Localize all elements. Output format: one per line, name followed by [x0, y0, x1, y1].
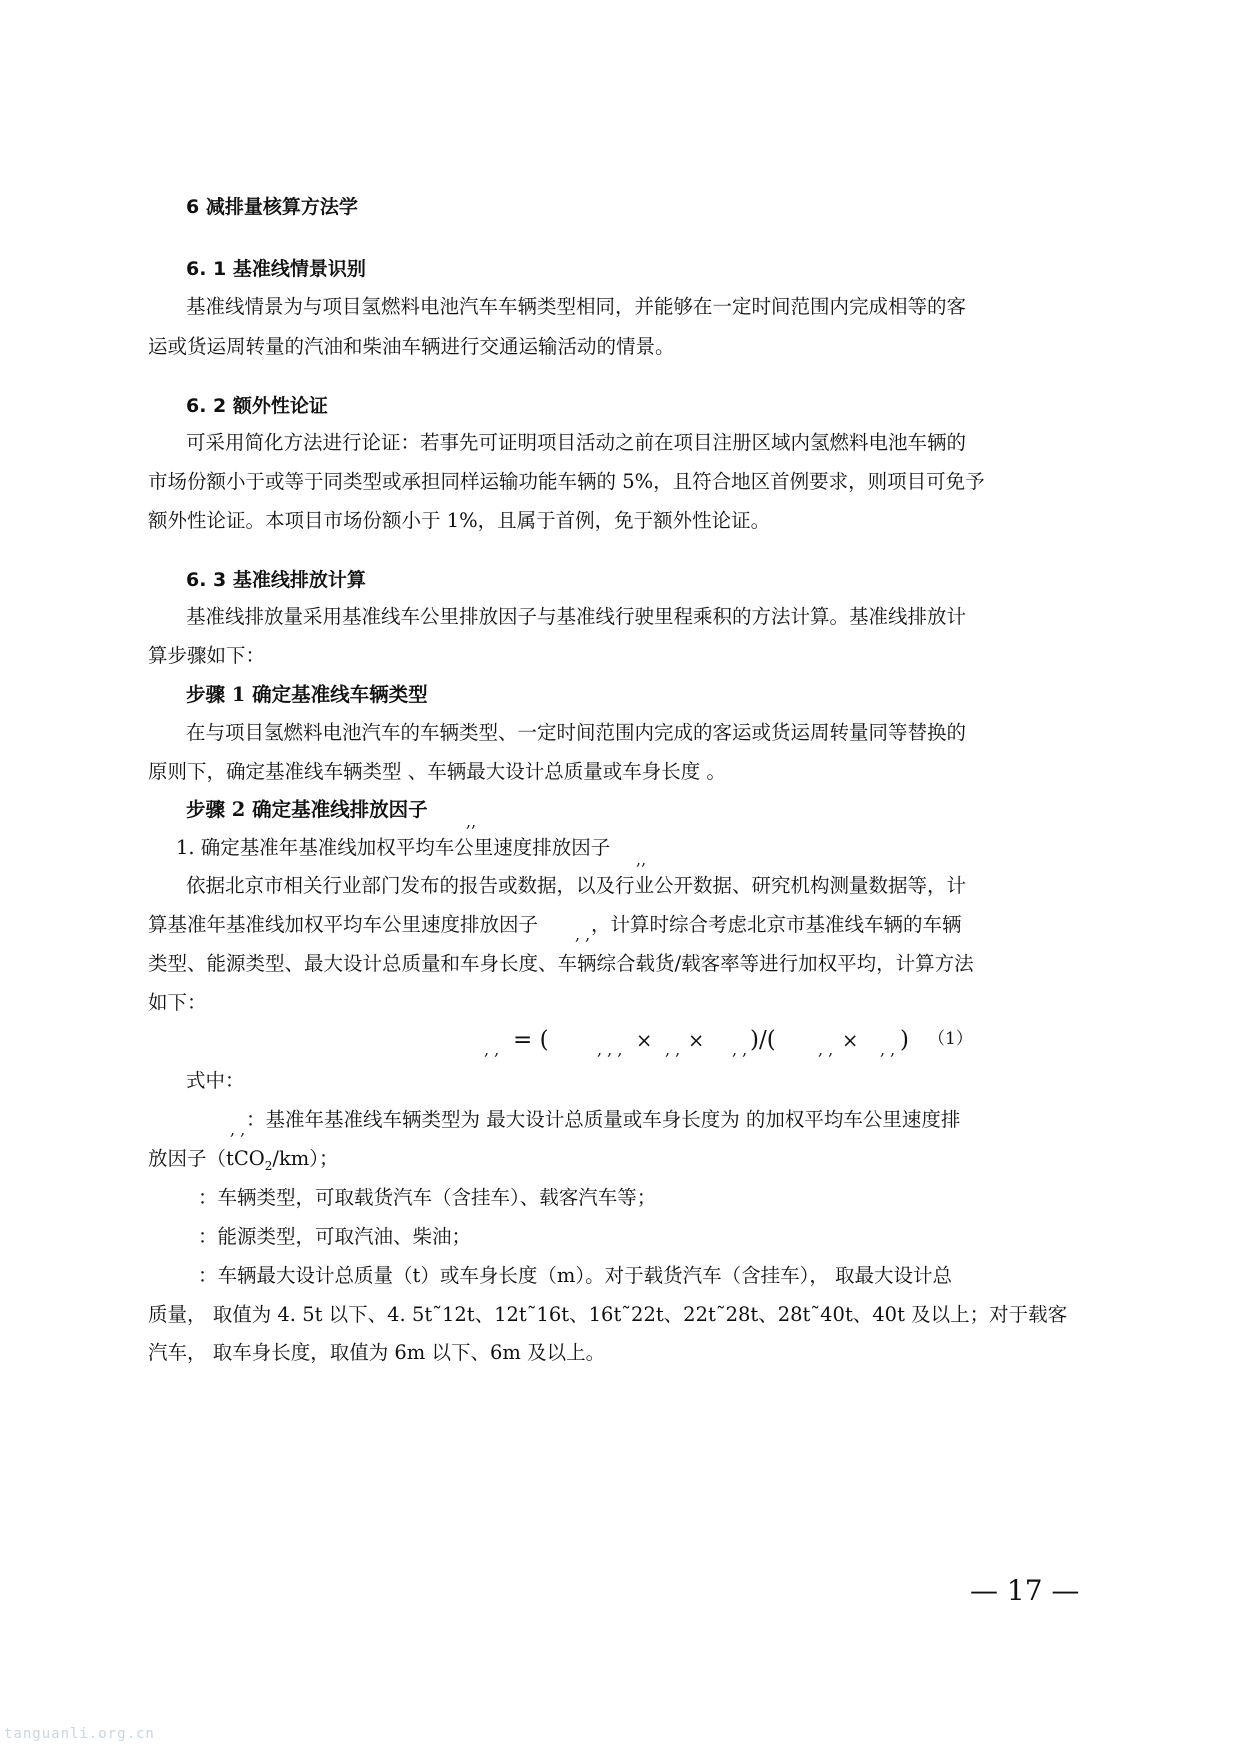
formula-number: （1） [928, 1029, 973, 1049]
step1-paragraph-line-2: 原则下，确定基准线车辆类型 、车辆最大设计总质量或车身长度 。 [148, 760, 726, 783]
formula-times: × [842, 1029, 859, 1052]
step1-title: 步骤 1 确定基准线车辆类型 [186, 683, 428, 706]
step2-title: 步骤 2 确定基准线排放因子 [186, 798, 428, 821]
definition-1-line-2 [148, 1149, 339, 1172]
formula-mark: , , [818, 1040, 834, 1059]
formula-mark: , , , [597, 1040, 623, 1059]
item1-paragraph-line-3: 类型、能源类型、最大设计总质量和车身长度、车辆综合载货/载客率等进行加权平均，计算方法 [148, 952, 974, 975]
s63-paragraph-line-1: 基准线排放量采用基准线车公里排放因子与基准线行驶里程乘积的方法计算。基准线排放计 [186, 605, 967, 628]
definition-2: ：车辆类型，可取载货汽车（含挂车）、载客汽车等； [198, 1186, 657, 1209]
s62-heading: 6. 2 额外性论证 [186, 395, 328, 417]
where-label: 式中： [186, 1069, 245, 1092]
s62-paragraph-line-3: 额外性论证。本项目市场份额小于 1%，且属于首例，免于额外性论证。 [148, 509, 771, 532]
co2-subscript: 2 [264, 1158, 273, 1173]
item1-paragraph-line-4: 如下： [148, 991, 207, 1014]
item1-paragraph-line-1: 依据北京市相关行业部门发布的报告或数据，以及行业公开数据、研究机构测量数据等，计 [186, 874, 967, 897]
item1-paragraph-line-2b: ，计算时综合考虑北京市基准线车辆的车辆 [591, 913, 962, 936]
formula-close-paren: ) [900, 1027, 909, 1053]
item1-paragraph-line-2a: 算基准年基准线加权平均车公里速度排放因子 [148, 913, 539, 936]
page-number: — 17 — [970, 1574, 1080, 1607]
definition-mark: , , [230, 1120, 246, 1139]
definition-1-unit: /km）； [272, 1147, 339, 1170]
s62-paragraph-line-2: 市场份额小于或等于同类型或承担同样运输功能车辆的 5%，且符合地区首例要求，则项目可免予 [148, 470, 985, 493]
s63-heading: 6. 3 基准线排放计算 [186, 569, 366, 591]
section-title: 6 减排量核算方法学 [186, 196, 358, 218]
step1-paragraph-line-1: 在与项目氢燃料电池汽车的车辆类型、一定时间范围内完成的客运或货运周转量同等替换的 [186, 721, 967, 744]
formula-times: × [636, 1029, 653, 1052]
formula-mark: , , [484, 1040, 500, 1059]
item1-subscript-mark: ,, [636, 850, 647, 869]
s61-heading: 6. 1 基准线情景识别 [186, 258, 366, 280]
definition-4-line-3: 汽车， 取车身长度，取值为 6m 以下、6m 及以上。 [148, 1341, 606, 1364]
definition-1-text: 放因子（tCO [148, 1147, 265, 1170]
formula-mark: , , [880, 1040, 896, 1059]
subscript-mark: , , [575, 925, 591, 944]
definition-4-line-1: ：车辆最大设计总质量（t）或车身长度（m）。对于载货汽车（含挂车）， 取最大设计总 [198, 1264, 953, 1287]
formula-mark: , , [732, 1040, 748, 1059]
formula-mark: , , [665, 1040, 681, 1059]
s62-paragraph-line-1: 可采用简化方法进行论证：若事先可证明项目活动之前在项目注册区域内氢燃料电池车辆的 [186, 431, 967, 454]
formula-times: × [688, 1029, 705, 1052]
definition-4-line-2: 质量， 取值为 4. 5t 以下、4. 5t˜12t、12t˜16t、16t˜22t、22t˜28t、28t˜40t、40t 及以上；对于载客 [148, 1303, 1068, 1326]
step2-subscript-mark: ,, [466, 812, 477, 831]
item1-title: 1. 确定基准年基准线加权平均车公里速度排放因子 [176, 836, 611, 859]
definition-3: ：能源类型，可取汽油、柴油； [198, 1225, 472, 1248]
s63-paragraph-line-2: 算步骤如下： [148, 644, 266, 667]
s61-paragraph-line-2: 运或货运周转量的汽油和柴油车辆进行交通运输活动的情景。 [148, 335, 675, 358]
formula-equals-paren: = ( [513, 1027, 549, 1053]
definition-1-line-1: ：基准年基准线车辆类型为 最大设计总质量或车身长度为 的加权平均车公里速度排 [246, 1108, 961, 1131]
s61-paragraph-line-1: 基准线情景为与项目氢燃料电池汽车车辆类型相同，并能够在一定时间范围内完成相等的客 [186, 295, 967, 318]
formula-close-divide: )/( [750, 1027, 776, 1053]
watermark: tanguanli.org.cn [4, 1726, 155, 1742]
